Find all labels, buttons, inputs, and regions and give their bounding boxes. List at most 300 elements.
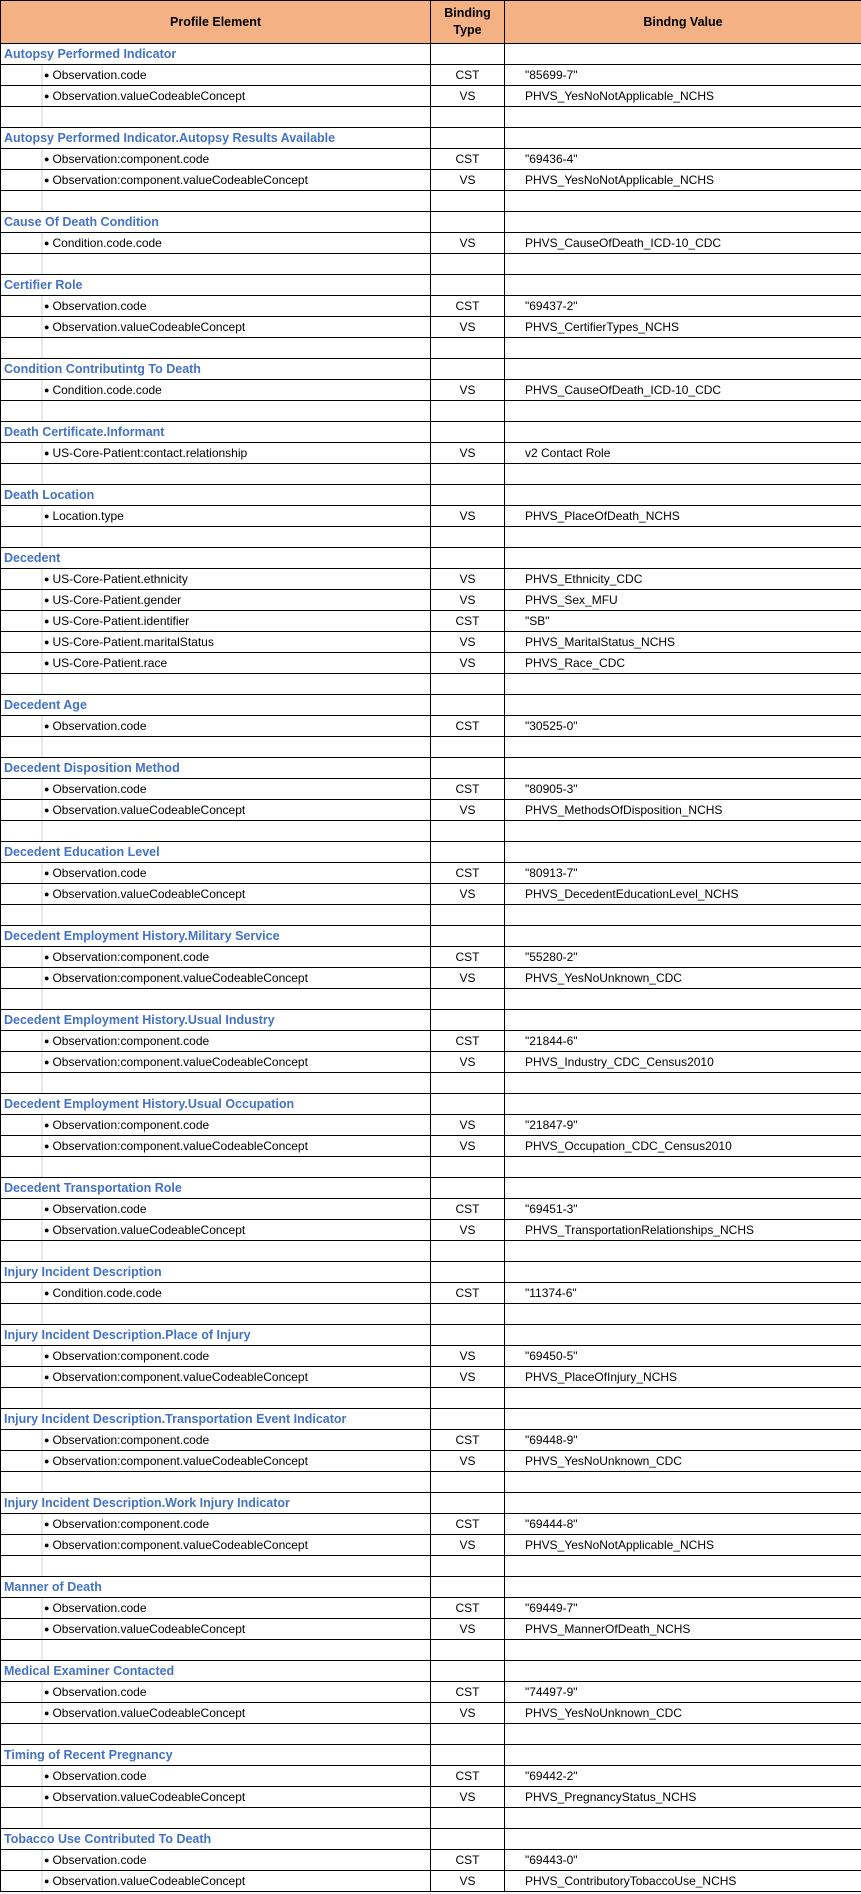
bullet-icon: ● [44,448,50,458]
empty-cell [431,905,505,926]
group-title: Timing of Recent Pregnancy [1,1745,431,1766]
binding-type: CST [431,1199,505,1220]
empty-cell [431,1178,505,1199]
bullet-icon: ● [44,91,50,101]
empty-cell [431,359,505,380]
profile-element-cell [1,1367,431,1388]
binding-type: VS [431,380,505,401]
empty-cell [431,1241,505,1262]
group-row [1,1493,861,1514]
binding-value: "69448-9" [505,1430,861,1451]
bullet-icon: ● [44,889,50,899]
group-title: Decedent Education Level [1,842,431,863]
empty-cell [505,1724,861,1745]
profile-element-cell [1,1451,431,1472]
profile-element: US-Core-Patient.race [52,656,168,670]
table-row [1,779,861,800]
binding-type: VS [431,1451,505,1472]
empty-cell [505,1577,861,1598]
group-title: Decedent Age [1,695,431,716]
profile-element-cell [1,968,431,989]
binding-type: CST [431,149,505,170]
bullet-icon: ● [44,1372,50,1382]
group-row [1,758,861,779]
table-row [1,1283,861,1304]
profile-element: Observation.code [52,68,147,82]
group-row [1,1745,861,1766]
empty-cell [505,107,861,128]
spacer-row [1,1157,861,1178]
group-title: Injury Incident Description.Transportation Event Indicator [1,1409,431,1430]
binding-type: CST [431,1283,505,1304]
group-row [1,359,861,380]
bullet-icon: ● [44,1435,50,1445]
table-row [1,1430,861,1451]
profile-element: Observation:component.code [52,1118,210,1132]
binding-value: v2 Contact Role [505,443,861,464]
empty-cell [431,1157,505,1178]
empty-cell [505,464,861,485]
spacer-row [1,107,861,128]
profile-element-cell [1,716,431,737]
header-binding-type: Binding Type [431,1,505,44]
bullet-icon: ● [44,511,50,521]
bullet-icon: ● [44,385,50,395]
profile-element: Observation:component.valueCodeableConcept [52,1055,308,1069]
empty-cell [431,44,505,65]
group-title: Injury Incident Description.Work Injury Indicator [1,1493,431,1514]
binding-value: "21844-6" [505,1031,861,1052]
binding-value: PHVS_TransportationRelationships_NCHS [505,1220,861,1241]
empty-cell [1,1157,431,1178]
empty-cell [431,1304,505,1325]
profile-element: Observation.code [52,1853,147,1867]
empty-cell [431,191,505,212]
group-row [1,422,861,443]
group-title: Tobacco Use Contributed To Death [1,1829,431,1850]
profile-element: Observation:component.valueCodeableConcept [52,1370,308,1384]
group-title: Medical Examiner Contacted [1,1661,431,1682]
profile-element-cell [1,317,431,338]
bullet-icon: ● [44,1036,50,1046]
table-row [1,1220,861,1241]
group-row [1,128,861,149]
profile-element-cell [1,1199,431,1220]
spacer-row [1,401,861,422]
profile-element-cell [1,1871,431,1892]
binding-type: VS [431,170,505,191]
empty-cell [1,905,431,926]
empty-cell [505,338,861,359]
profile-element-cell [1,506,431,527]
spacer-row [1,674,861,695]
group-row [1,1829,861,1850]
bullet-icon: ● [44,574,50,584]
binding-type: VS [431,884,505,905]
group-title: Injury Incident Description [1,1262,431,1283]
bullet-icon: ● [44,1771,50,1781]
empty-cell [505,905,861,926]
bullet-icon: ● [44,616,50,626]
empty-cell [505,1241,861,1262]
binding-value: PHVS_Ethnicity_CDC [505,569,861,590]
group-row [1,548,861,569]
empty-cell [505,212,861,233]
empty-cell [1,737,431,758]
empty-cell [431,1325,505,1346]
empty-cell [1,1640,431,1661]
binding-value: "69444-8" [505,1514,861,1535]
bullet-icon: ● [44,154,50,164]
bullet-icon: ● [44,1519,50,1529]
spacer-row [1,821,861,842]
profile-element-cell [1,233,431,254]
table-row [1,653,861,674]
empty-cell [505,1262,861,1283]
group-title: Autopsy Performed Indicator.Autopsy Results Available [1,128,431,149]
table-row [1,296,861,317]
empty-cell [431,1661,505,1682]
binding-value: PHVS_MannerOfDeath_NCHS [505,1619,861,1640]
empty-cell [505,191,861,212]
binding-value: PHVS_YesNoNotApplicable_NCHS [505,1535,861,1556]
empty-cell [505,1157,861,1178]
profile-element: Observation.code [52,1769,147,1783]
table-row [1,380,861,401]
bullet-icon: ● [44,1225,50,1235]
empty-cell [505,359,861,380]
bullet-icon: ● [44,1057,50,1067]
binding-type: CST [431,863,505,884]
binding-value: "11374-6" [505,1283,861,1304]
profile-element: Condition.code.code [52,1286,162,1300]
binding-type: VS [431,1115,505,1136]
empty-cell [505,737,861,758]
binding-value: "69437-2" [505,296,861,317]
bullet-icon: ● [44,238,50,248]
profile-element: US-Core-Patient.gender [52,593,182,607]
empty-cell [431,464,505,485]
table-row [1,1766,861,1787]
empty-cell [431,422,505,443]
table-row [1,1367,861,1388]
table-row [1,590,861,611]
profile-element: Observation.code [52,866,147,880]
profile-element-cell [1,632,431,653]
profile-element: Observation:component.valueCodeableConcept [52,1538,308,1552]
binding-type: CST [431,716,505,737]
empty-cell [1,401,431,422]
bullet-icon: ● [44,70,50,80]
profile-element-cell [1,296,431,317]
empty-cell [431,1829,505,1850]
group-row [1,1094,861,1115]
spacer-row [1,989,861,1010]
empty-cell [431,1262,505,1283]
empty-cell [505,1493,861,1514]
table-row [1,1199,861,1220]
table-row [1,569,861,590]
profile-element-cell [1,1535,431,1556]
bullet-icon: ● [44,175,50,185]
empty-cell [505,1388,861,1409]
empty-cell [431,1472,505,1493]
group-row [1,1409,861,1430]
binding-type: CST [431,779,505,800]
spacer-row [1,1073,861,1094]
empty-cell [505,1094,861,1115]
spacer-row [1,905,861,926]
group-title: Decedent Employment History.Military Service [1,926,431,947]
group-title: Death Certificate.Informant [1,422,431,443]
empty-cell [505,422,861,443]
empty-cell [431,401,505,422]
bullet-icon: ● [44,1456,50,1466]
profile-element-cell [1,1031,431,1052]
bullet-icon: ● [44,1855,50,1865]
empty-cell [1,1304,431,1325]
binding-type: VS [431,1619,505,1640]
table-row [1,1682,861,1703]
bullet-icon: ● [44,637,50,647]
empty-cell [431,1010,505,1031]
empty-cell [505,1010,861,1031]
profile-element: Observation:component.code [52,1349,210,1363]
binding-value: PHVS_PlaceOfInjury_NCHS [505,1367,861,1388]
binding-type: VS [431,86,505,107]
spacer-row [1,1640,861,1661]
binding-value: PHVS_PregnancyStatus_NCHS [505,1787,861,1808]
spacer-row [1,1808,861,1829]
binding-value: "69449-7" [505,1598,861,1619]
empty-cell [1,989,431,1010]
binding-value: PHVS_Sex_MFU [505,590,861,611]
empty-cell [1,107,431,128]
binding-type: VS [431,1703,505,1724]
binding-value: "80905-3" [505,779,861,800]
table-row [1,1535,861,1556]
empty-cell [505,1661,861,1682]
profile-element: Observation.valueCodeableConcept [52,1223,246,1237]
profile-element-cell [1,1850,431,1871]
empty-cell [505,758,861,779]
profile-element: Observation.code [52,1601,147,1615]
empty-cell [505,1556,861,1577]
empty-cell [431,989,505,1010]
binding-value: "69450-5" [505,1346,861,1367]
spacer-row [1,1304,861,1325]
empty-cell [431,1556,505,1577]
group-title: Injury Incident Description.Place of Injury [1,1325,431,1346]
empty-cell [1,821,431,842]
profile-element-cell [1,1514,431,1535]
empty-cell [1,674,431,695]
binding-type: CST [431,1031,505,1052]
group-row [1,1178,861,1199]
bullet-icon: ● [44,1141,50,1151]
table-row [1,611,861,632]
binding-value: "85699-7" [505,65,861,86]
empty-cell [431,674,505,695]
profile-element: Observation.valueCodeableConcept [52,1706,246,1720]
profile-element: Observation:component.code [52,1517,210,1531]
binding-value: "69442-2" [505,1766,861,1787]
binding-type: CST [431,611,505,632]
empty-cell [505,1829,861,1850]
profile-element: US-Core-Patient:contact.relationship [52,446,248,460]
profile-element: Observation.code [52,719,147,733]
profile-element-cell [1,1115,431,1136]
empty-cell [1,1241,431,1262]
binding-value: PHVS_YesNoUnknown_CDC [505,968,861,989]
binding-value: "80913-7" [505,863,861,884]
table-row [1,1871,861,1892]
profile-element-cell [1,1136,431,1157]
table-row [1,149,861,170]
binding-value: PHVS_Occupation_CDC_Census2010 [505,1136,861,1157]
table-row [1,170,861,191]
binding-value: "74497-9" [505,1682,861,1703]
empty-cell [505,1640,861,1661]
binding-value: "69443-0" [505,1850,861,1871]
group-title: Condition Contributintg To Death [1,359,431,380]
table-row [1,1850,861,1871]
profile-element-cell [1,86,431,107]
empty-cell [505,1304,861,1325]
spacer-row [1,737,861,758]
binding-type: VS [431,1871,505,1892]
empty-cell [431,1640,505,1661]
profile-element-cell [1,863,431,884]
table-row [1,443,861,464]
profile-element: Observation.code [52,782,147,796]
profile-element-cell [1,1598,431,1619]
profile-element: US-Core-Patient.maritalStatus [52,635,214,649]
empty-cell [431,485,505,506]
spacer-row [1,338,861,359]
bullet-icon: ● [44,973,50,983]
table-row [1,968,861,989]
binding-type: CST [431,296,505,317]
table-row [1,632,861,653]
group-title: Certifier Role [1,275,431,296]
bullet-icon: ● [44,721,50,731]
profile-element-cell [1,1283,431,1304]
group-title: Decedent Employment History.Usual Occupation [1,1094,431,1115]
empty-cell [431,1724,505,1745]
empty-cell [505,548,861,569]
binding-type: VS [431,569,505,590]
table-row [1,65,861,86]
group-row [1,1661,861,1682]
table-row [1,233,861,254]
empty-cell [505,926,861,947]
profile-element-cell [1,1703,431,1724]
empty-cell [431,1493,505,1514]
profile-element-cell [1,947,431,968]
group-row [1,485,861,506]
spacer-row [1,1724,861,1745]
binding-type: VS [431,590,505,611]
profile-element-cell [1,569,431,590]
empty-cell [505,401,861,422]
binding-type: VS [431,443,505,464]
group-row [1,44,861,65]
binding-type: VS [431,1346,505,1367]
binding-type: VS [431,1052,505,1073]
profile-element-cell [1,1430,431,1451]
empty-cell [431,842,505,863]
empty-cell [505,674,861,695]
table-row [1,1703,861,1724]
empty-cell [505,1409,861,1430]
group-title: Decedent [1,548,431,569]
profile-element-cell [1,1220,431,1241]
binding-type: VS [431,317,505,338]
spacer-row [1,1241,861,1262]
profile-element: Observation.valueCodeableConcept [52,803,246,817]
bullet-icon: ● [44,1687,50,1697]
table-row [1,947,861,968]
profile-element-cell [1,65,431,86]
empty-cell [431,758,505,779]
profile-element: Observation.valueCodeableConcept [52,1622,246,1636]
empty-cell [505,527,861,548]
binding-value: PHVS_YesNoNotApplicable_NCHS [505,170,861,191]
profile-element-cell [1,170,431,191]
binding-type: VS [431,800,505,821]
group-row [1,926,861,947]
group-title: Cause Of Death Condition [1,212,431,233]
binding-type: VS [431,632,505,653]
group-title: Death Location [1,485,431,506]
group-row [1,1262,861,1283]
profile-element-cell [1,1766,431,1787]
empty-cell [431,1094,505,1115]
binding-type: VS [431,1220,505,1241]
profile-element-cell [1,149,431,170]
empty-cell [431,1808,505,1829]
binding-type: VS [431,968,505,989]
profile-element: Observation:component.valueCodeableConcept [52,1454,308,1468]
group-row [1,1010,861,1031]
profile-element: Observation:component.code [52,152,210,166]
binding-value: "21847-9" [505,1115,861,1136]
binding-value: PHVS_DecedentEducationLevel_NCHS [505,884,861,905]
profile-element: Location.type [52,509,124,523]
spacer-row [1,1472,861,1493]
bullet-icon: ● [44,1624,50,1634]
profile-element: Observation:component.code [52,1433,210,1447]
binding-value: PHVS_YesNoUnknown_CDC [505,1703,861,1724]
profile-element-cell [1,1682,431,1703]
bullet-icon: ● [44,301,50,311]
profile-element: Observation.valueCodeableConcept [52,887,246,901]
binding-type: VS [431,506,505,527]
empty-cell [505,989,861,1010]
empty-cell [431,1745,505,1766]
profile-element: Observation.code [52,1685,147,1699]
empty-cell [431,548,505,569]
profile-element: Observation.valueCodeableConcept [52,89,246,103]
binding-value: "30525-0" [505,716,861,737]
bullet-icon: ● [44,1204,50,1214]
empty-cell [1,191,431,212]
binding-type: CST [431,1766,505,1787]
empty-cell [431,254,505,275]
header-binding-value: Bindng Value [505,1,861,44]
binding-value: PHVS_YesNoNotApplicable_NCHS [505,86,861,107]
